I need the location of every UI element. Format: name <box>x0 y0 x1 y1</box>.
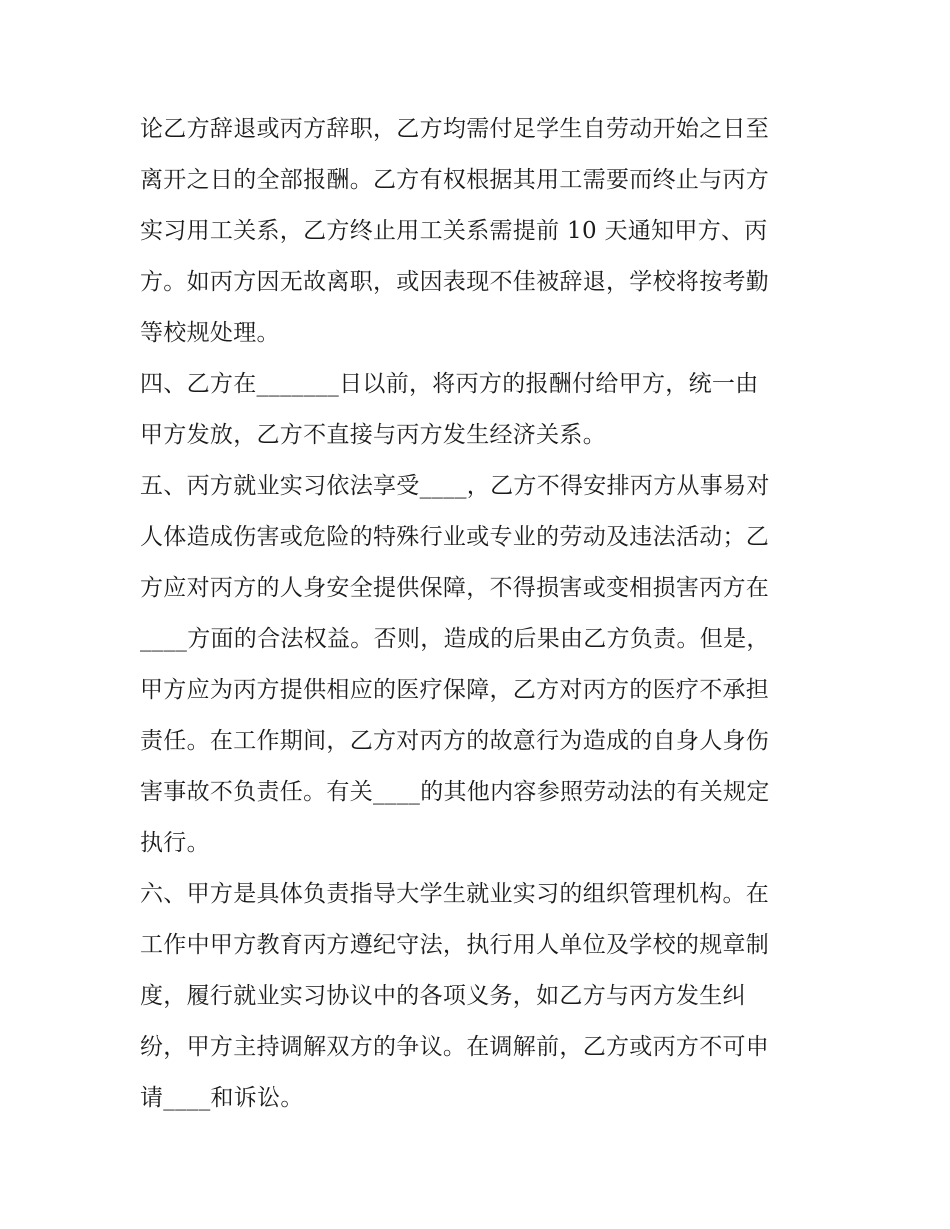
text-line: 等校规处理。 <box>140 320 280 346</box>
text-line: 工作中甲方教育丙方遵纪守法，执行用人单位及学校的规章制 <box>140 932 770 958</box>
text-line: 度，履行就业实习协议中的各项义务，如乙方与丙方发生纠 <box>140 983 746 1009</box>
text-line: 害事故不负责任。有关____的其他内容参照劳动法的有关规定 <box>140 779 770 805</box>
text-line: 责任。在工作期间，乙方对丙方的故意行为造成的自身人身伤 <box>140 728 770 754</box>
text-line: 请____和诉讼。 <box>140 1085 304 1111</box>
text-line: 方。如丙方因无故离职，或因表现不佳被辞退，学校将按考勤 <box>140 269 770 295</box>
text-line: ____方面的合法权益。否则，造成的后果由乙方负责。但是， <box>140 626 770 652</box>
document-body <box>140 104 820 1124</box>
text-line: 实习用工关系，乙方终止用工关系需提前 10 天通知甲方、丙 <box>140 218 768 244</box>
clause-six-line: 六、甲方是具体负责指导大学生就业实习的组织管理机构。在 <box>140 881 770 907</box>
text-line: 离开之日的全部报酬。乙方有权根据其用工需要而终止与丙方 <box>140 167 770 193</box>
clause-five-line: 五、丙方就业实习依法享受____，乙方不得安排丙方从事易对 <box>140 473 770 499</box>
text-line: 方应对丙方的人身安全提供保障，不得损害或变相损害丙方在 <box>140 575 770 601</box>
text-line: 甲方发放，乙方不直接与丙方发生经济关系。 <box>140 422 606 448</box>
text-line: 人体造成伤害或危险的特殊行业或专业的劳动及违法活动；乙 <box>140 524 770 550</box>
text-line: 论乙方辞退或丙方辞职，乙方均需付足学生自劳动开始之日至 <box>140 116 770 142</box>
text-line: 纷，甲方主持调解双方的争议。在调解前，乙方或丙方不可申 <box>140 1034 770 1060</box>
clause-four-line: 四、乙方在_______日以前，将丙方的报酬付给甲方，统一由 <box>140 371 759 397</box>
text-line: 甲方应为丙方提供相应的医疗保障，乙方对丙方的医疗不承担 <box>140 677 770 703</box>
text-line: 执行。 <box>140 830 210 856</box>
